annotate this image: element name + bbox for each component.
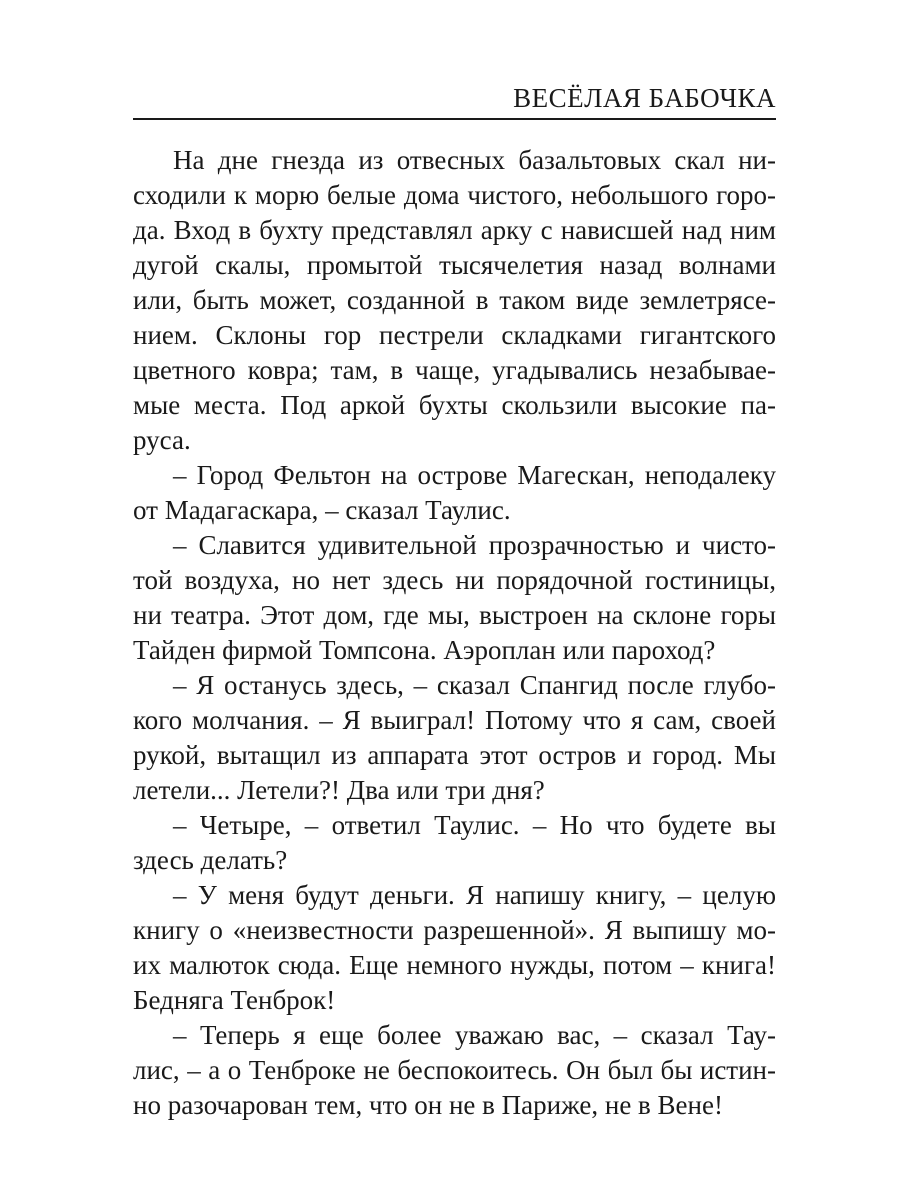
text-line: кого молчания. – Я выиграл! Потому что я сам, своей (133, 705, 776, 735)
text-line: Бедняга Тенброк! (133, 985, 336, 1015)
text-line: – Четыре, – ответил Таулис. – Но что будете вы (173, 810, 776, 840)
text-line: – Славится удивительной прозрачностью и чисто- (173, 530, 776, 560)
text-line: да. Вход в бухту представлял арку с нависшей над ним (133, 215, 776, 245)
text-line: но разочарован тем, что он не в Париже, не в Вене! (133, 1090, 723, 1120)
text-line: книгу о «неизвестности разрешенной». Я выпишу мо- (133, 915, 776, 945)
running-header (133, 70, 776, 120)
text-line: – Теперь я еще более уважаю вас, – сказал Тау- (173, 1020, 776, 1050)
text-line: дугой скалы, промытой тысячелетия назад волнами (133, 250, 776, 280)
text-line: нием. Склоны гор пестрели складками гигантского (133, 320, 776, 350)
text-line: На дне гнезда из отвесных базальтовых скал ни- (173, 145, 776, 175)
text-line: рукой, вытащил из аппарата этот остров и город. Мы (133, 740, 776, 770)
text-line: лис, – а о Тенброке не беспокоитесь. Он был бы истин- (133, 1055, 776, 1085)
text-line: от Мадагаскара, – сказал Таулис. (133, 495, 511, 525)
text-line: или, быть может, созданной в таком виде землетрясе- (133, 285, 776, 315)
text-line: – Я останусь здесь, – сказал Спангид после глубо- (173, 670, 776, 700)
running-header-title: ВЕСЁЛАЯ БАБОЧКА (513, 83, 776, 113)
text-line: мые места. Под аркой бухты скользили высокие па- (133, 390, 776, 420)
text-line: – У меня будут деньги. Я напишу книгу, – целую (173, 880, 776, 910)
text-line: Тайден фирмой Томпсона. Аэроплан или пароход? (133, 635, 716, 665)
text-line: летели... Летели?! Два или три дня? (133, 775, 545, 805)
text-line: руса. (133, 425, 191, 455)
text-line: сходили к морю белые дома чистого, небольшого горо- (133, 180, 776, 210)
text-line: их малюток сюда. Еще немного нужды, потом – книга! (133, 950, 776, 980)
text-line: – Город Фельтон на острове Магескан, неподалеку (173, 460, 776, 490)
text-line: той воздуха, но нет здесь ни порядочной гостиницы, (133, 565, 776, 595)
text-line: ни театра. Этот дом, где мы, выстроен на склоне горы (133, 600, 776, 630)
text-line: здесь делать? (133, 845, 288, 875)
text-line: цветного ковра; там, в чаще, угадывались незабывае- (133, 355, 776, 385)
body-text (133, 143, 776, 1123)
